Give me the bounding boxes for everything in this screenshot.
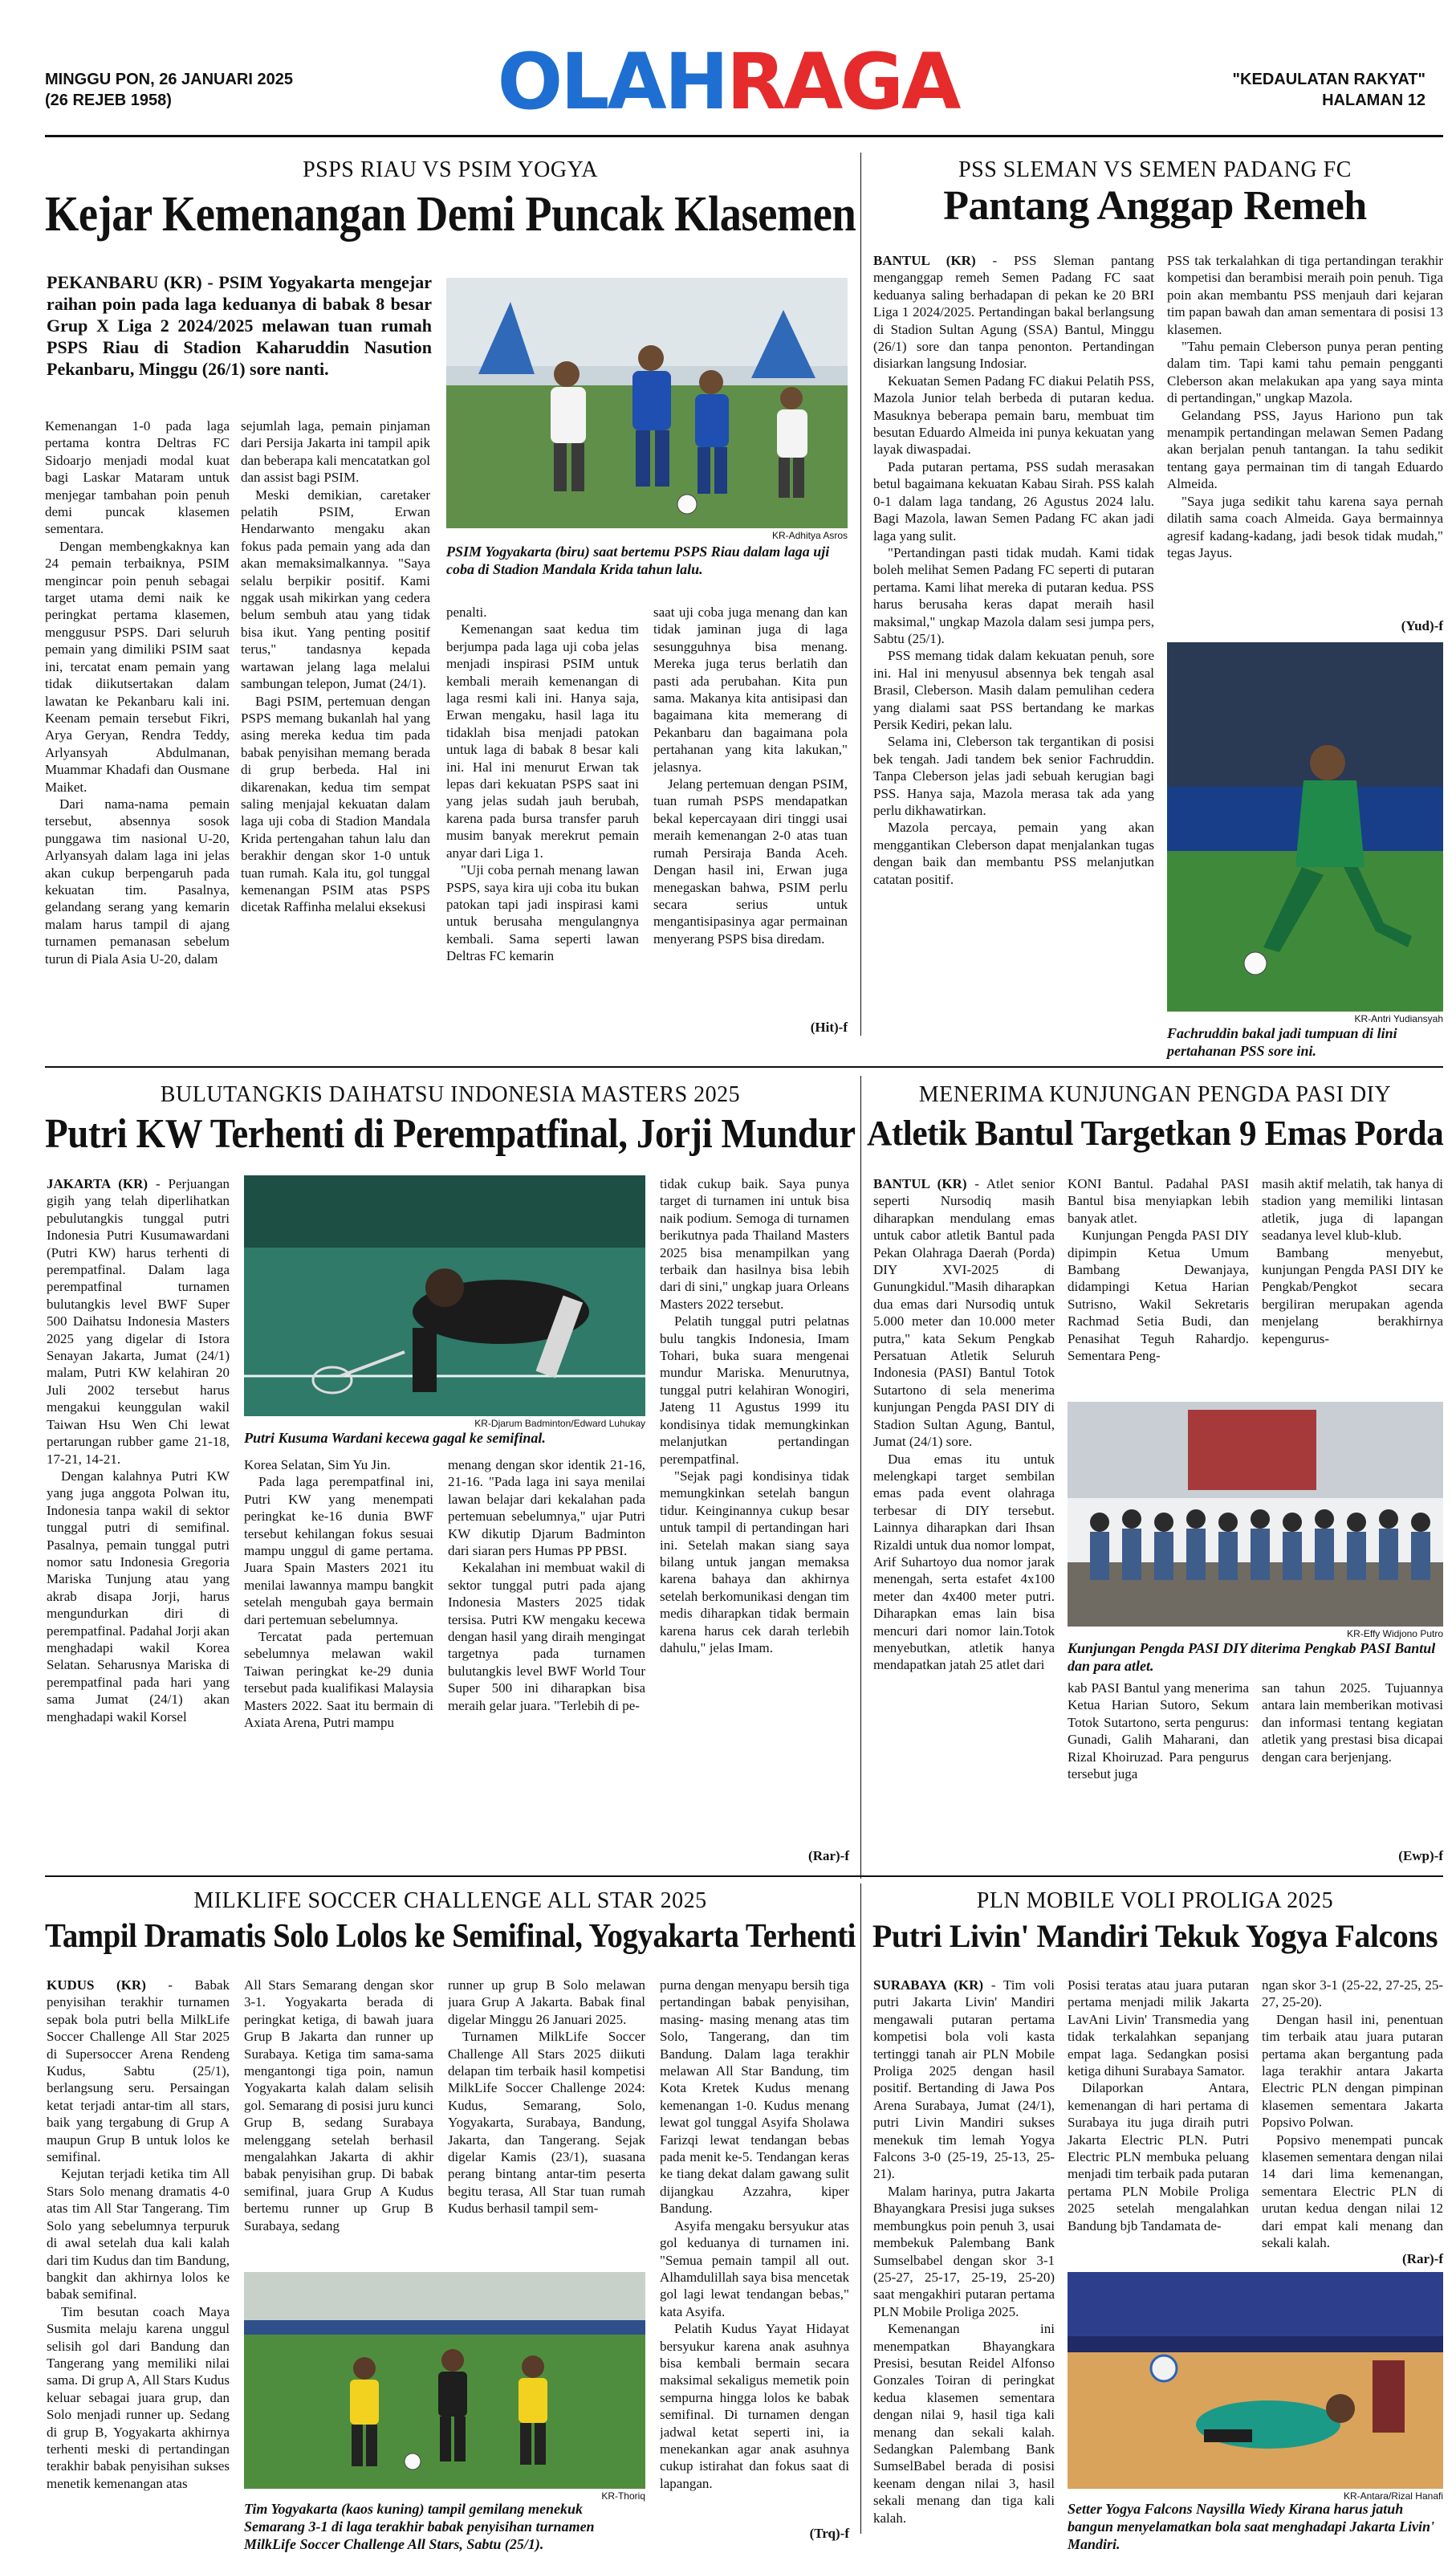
paragraph — [873, 1175, 1055, 1451]
article1-lead: PEKANBARU (KR) - PSIM Yogyakarta mengejar raihan poin pada laga keduanya di babak 8 besar Grup X Liga 2 2024/2025 melawan tuan rumah PSPS Riau di Stadion Kaharuddin Nasution Pekanbaru, Minggu (26/1) sore nanti. — [47, 272, 432, 379]
paragraph: menang dengan skor identik 21-16, 21-16. "Pada laga ini saya menilai lawan belajar dari kekalahan pada pertemuan sebelumnya," ujar Putri KW dikutip Djarum Badminton dari siaran pers Humas PP PBSI. — [448, 1457, 645, 1559]
article2-photo-credit: KR-Antri Yudiansyah — [1354, 1013, 1443, 1024]
paragraph: Pada laga perempatfinal ini, Putri KW yang menempati peringkat ke-16 dunia BWF tersebut kehilangan fokus sesuai mampu unggul di game pertama. Juara Spain Masters 2021 itu menilai lawannya mampu bangkit setelah mengubah gaya bermain dari pertemuan sebelumnya. — [244, 1474, 433, 1627]
article3-column-2 — [244, 1456, 433, 1866]
paragraph: runner up grup B Solo melawan juara Grup A Jakarta. Babak final digelar Minggu 26 Januari 2025. — [448, 1977, 645, 2027]
article5-signoff: (Trq)-f — [809, 2526, 849, 2541]
paragraph: KONI Bantul. Padahal PASI Bantul bisa menyiapkan lebih banyak atlet. — [1068, 1176, 1249, 1226]
article3-kicker: BULUTANGKIS DAIHATSU INDONESIA MASTERS 2025 — [160, 1082, 741, 1107]
article5-photo — [244, 2272, 645, 2489]
article6-signoff: (Rar)-f — [1402, 2251, 1443, 2266]
article5-photo-credit: KR-Thoriq — [601, 2490, 645, 2502]
article1-kicker: PSPS RIAU VS PSIM YOGYA — [303, 157, 598, 182]
paragraph: Korea Selatan, Sim Yu Jin. — [244, 1457, 391, 1472]
paragraph: Malam harinya, putra Jakarta Bhayangkara Presisi juga sukses membungkus poin penuh 3, usai membekuk Palembang Bank Sumselbabel dengan skor 3-1 (25-27, 25-17, 25-19, 25-20) saat mengakhiri putaran pertama PLN Mobile Proliga 2025. — [873, 2183, 1055, 2319]
section-logo — [449, 37, 1007, 127]
paragraph: Tercatat pada pertemuan sebelumnya melawan wakil Taiwan peringkat ke-29 dunia tersebut pada kualifikasi Malaysia Masters 2022. Saat itu bermain di Axiata Arena, Putri mampu — [244, 1629, 433, 1731]
article4-headline: Atletik Bantul Targetkan 9 Emas Porda — [867, 1114, 1444, 1153]
paragraph-text: - Tim voli putri Jakarta Livin' Mandiri mengawali putaran pertama kompetisi bola voli kasta tertinggi tanah air PLN Mobile Proliga 2025 dengan hasil positif. Bertanding di Jawa Pos Arena Surabaya, Jumat (24/1), putri Livin Mandiri sukses menekuk tim lemah Yogya Falcons 3-0 (25-19, 25-13, 25-21). — [873, 1977, 1055, 2182]
paragraph-text: - Atlet senior seperti Nursodiq masih diharapkan mendulang emas untuk cabor atletik Bantul pada Pekan Olahraga Daerah (Porda) DIY XVI-2025 di Gunungkidul."Masih diharapkan dua emas dari Nursodiq untuk 5.000 meter dan 10.000 meter putra," kata Sekum Pengkab Persatuan Atletik Seluruh Indonesia (PASI) Bantul Totok Sutartono di sela menerima kunjungan Pengda PASI DIY di Stadion Sultan Agung, Bantul, Jumat (24/1) sore. — [873, 1176, 1055, 1450]
paragraph: Kejutan terjadi ketika tim All Stars Solo menang dramatis 4-0 atas tim All Star Tangerang. Tim Solo yang sebelumnya terpuruk di awal setelah dua kali kalah dari tim Kudus dan tim Bandung, bangkit dan akhirnya lolos ke babak semifinal. — [47, 2166, 230, 2303]
paragraph: Kunjungan Pengda PASI DIY dipimpin Ketua Umum Bambang Dewanjaya, didampingi Ketua Harian Sutrisno, Wakil Sekretaris Rachmad Setia Budi, dan Penasihat Teguh Rahardjo. Sementara Peng- — [1068, 1228, 1249, 1364]
paragraph: PSS memang tidak dalam kekuatan penuh, sore ini. Hal ini menyusul absennya bek tengah asal Brasil, Cleberson. Masih dalam pemulihan cedera yang dialami saat PSS bertandang ke markas Persik Kediri, pekan lalu. — [873, 648, 1154, 732]
article4-column-4 — [1068, 1680, 1249, 1866]
article3-dateline: JAKARTA (KR) — [47, 1176, 148, 1191]
paragraph: Dengan kalahnya Putri KW yang juga anggota Polwan itu, Indonesia tanpa wakil di sektor tunggal putri di semifinal. Pasalnya, pemain tunggal putri nomor satu Indonesia Gregoria Mariska Tunjung atau yang akrab disapa Jorji, harus mengundurkan diri di perempatfinal. Padahal Jorji akan menghadapi wakil Korea Selatan. Seharusnya Mariska di perempatfinal pada hari yang sama Jumat (24/1) akan menghadapi wakil Korsel — [47, 1468, 230, 1724]
paragraph: "Pertandingan pasti tidak mudah. Kami tidak boleh melihat Semen Padang FC seperti di putaran pertama. Kami lihat mereka di putaran kedua. PSS harus berusaha keras dapat meraih hasil maksimal," ungkap Mazola dalam sesi jumpa pers, Sabtu (25/1). — [873, 544, 1154, 646]
paragraph: Turnamen MilkLife Soccer Challenge All Stars 2025 diikuti delapan tim terbaik hasil kompetisi MilkLife Soccer Challenge 2024: Kudus, Semarang, Solo, Yogyakarta, Surabaya, Bandung, Jakarta, dan Tangerang. Sejak digelar Kamis (23/1), suasana perang bintang antar-tim peserta begitu terasa, All Star tuan rumah Kudus berhasil tampil sem- — [448, 2029, 645, 2217]
article3-headline: Putri KW Terhenti di Perempatfinal, Jorji Mundur — [45, 1111, 856, 1157]
paragraph: Dilaporkan Antara, kemenangan di hari pertama di Surabaya itu juga diraih putri Jakarta Electric PLN. Putri Electric PLN membuka peluang menjadi tim terbaik pada putaran pertama PLN Mobile Proliga 2025 setelah mengalahkan Bandung bjb Tandamata de- — [1068, 2080, 1249, 2233]
paragraph: Kemenangan saat kedua tim berjumpa pada laga uji coba jelas menjadi inspirasi PSIM untuk kembali meraih kemenangan di laga resmi kali ini. Hanya saja, Erwan mengaku, hasil laga itu tidaklah bisa menjadi patokan untuk laga di babak 8 besar kali ini. Hal ini menurut Erwan tak lepas dari kekuatan PSPS saat ini yang jelas sudah jauh berubah, karena pada bursa transfer paruh musim banyak merekrut pemain anyar dari Liga 1. — [446, 621, 639, 861]
paragraph: Kekalahan ini membuat wakil di sektor tunggal putri pada ajang Indonesia Masters 2025 tidak tersisa. Putri KW mengaku kecewa dengan hasil yang diraih mengingat targetnya pada turnamen bulutangkis level BWF World Tour Super 500 ini diharapkan bisa meraih gelar juara. "Terlebih di pe- — [448, 1560, 645, 1713]
article1-column-3 — [446, 604, 639, 1037]
paragraph: purna dengan menyapu bersih tiga pertandingan babak penyisihan, masing- masing menang atas tim Solo, Tangerang, dan tim Bandung. Dalam laga terakhir melawan All Star Bandung, tim Kota Kretek Kudus menang kemenangan 1-0. Kudus menang lewat gol tunggal Asyifa Sholawa Farizqi lewat tendangan bebas pada menit ke-5. Tendangan keras ke tiang dekat dalam gawang sulit dijangkau Azzahra, kiper Bandung. — [660, 1977, 849, 2217]
article2-photo — [1167, 642, 1443, 1012]
paragraph: Dua emas itu untuk melengkapi target sembilan emas pada event olahraga terbesar di DIY tersebut. Lainnya diharapkan dari Ihsan Rizaldi untuk dua nomor lompat, Arif Suhartoyo dua nomor jarak menengah, serta estafet 4x100 meter dan 4x400 meter putri. Diharapkan emas lain bisa mencuri dari nomor lain.Totok menyebutkan, atletik hanya mendapatkan jatah 25 atlet dari — [873, 1451, 1055, 1673]
soccer-match-photo — [244, 2272, 645, 2489]
paragraph: masih aktif melatih, tak hanya di stadion yang memiliki lintasan atletik, juga di lapangan seadanya level klub-klub. — [1262, 1176, 1443, 1244]
paragraph-text: - Babak penyisihan terakhir turnamen sepak bola putri bella MilkLife Soccer Challenge All Star 2025 di Supersoccer Arena Rendeng Kudus, Sabtu (25/1), berlangsung seru. Persaingan ketat terjadi antar-tim all stars, baik yang tergabung di Grup A maupun Grup B untuk lolos ke semifinal. — [47, 1977, 230, 2165]
paragraph: Mazola percaya, pemain yang akan menggantikan Cleberson dapat menjalankan tugas dengan baik dan membantu PSS melanjutkan catatan positif. — [873, 820, 1154, 887]
article3-photo-credit: KR-Djarum Badminton/Edward Luhukay — [474, 1418, 645, 1429]
issue-date: MINGGU PON, 26 JANUARI 2025 — [45, 71, 293, 88]
masthead-right — [1233, 69, 1425, 111]
paragraph: Bagi PSIM, pertemuan dengan PSPS memang bukanlah hal yang asing mereka kedua tim pada babak penyisihan memang berada di grup berbeda. Hal ini dikarenakan, kedua tim sempat saling menjajal kekuatan dalam laga uji coba di Stadion Mandala Krida pertengahan tahun lalu dan berakhir dengan skor 1-0 untuk tuan rumah. Kala itu, gol tunggal kemenangan PSIM atas PSPS dicetak Raffinha melalui eksekusi — [241, 693, 430, 915]
article5-column-4 — [660, 1977, 849, 2527]
article5-headline: Tampil Dramatis Solo Lolos ke Semifinal, Yogyakarta Terhenti — [45, 1918, 856, 1955]
article6-headline: Putri Livin' Mandiri Tekuk Yogya Falcons — [872, 1918, 1438, 1954]
article5-column-1 — [47, 1977, 230, 2539]
article1-photo-credit: KR-Adhitya Asros — [771, 530, 848, 541]
paragraph: kab PASI Bantul yang menerima Ketua Harian Sutoro, Sekum Totok Sutartono, serta pengurus: Gunadi, Galih Maharani, dan Rizal Khoiruzad. Para pengurus tersebut juga — [1068, 1680, 1249, 1782]
paragraph: All Stars Semarang dengan skor 3-1. Yogyakarta berada di peringkat ketiga, di bawah juara Grup B Jakarta dan runner up Surabaya. Ketiga tim sama-sama mengantongi tiga poin, namun Yogyakarta kalah dalam selisih gol. Semarang di posisi juru kunci Grup B, sedang Surabaya melenggang setelah berhasil mengalahkan Jakarta di akhir babak penyisihan grup. Di babak semifinal, juara Grup A Kudus bertemu runner up Grup B Surabaya, sedang — [244, 1977, 433, 2233]
paragraph: "Sejak pagi kondisinya tidak memungkinkan setelah bangun tidur. Keinginannya cukup besar untuk tampil di pertandingan hari ini. Setelah makan siang saya bilang untuk jangan memaksa karena bahaya dan akhirnya setelah berkomunikasi dengan tim medis diharapkan tidak bermain karena harus cek darah terlebih dahulu," jelas Imam. — [660, 1468, 849, 1655]
article2-dateline: BANTUL (KR) — [873, 253, 976, 268]
group-photo — [1068, 1402, 1443, 1627]
paragraph — [47, 1175, 230, 1468]
article4-kicker: MENERIMA KUNJUNGAN PENGDA PASI DIY — [918, 1082, 1392, 1107]
paragraph: Meski demikian, caretaker pelatih PSIM, Erwan Hendarwanto mengaku akan fokus pada pemain yang ada dan akan memaksimalkannya. "Saya selalu berpikir positif. Kami nggak usah mikirkan yang cedera belum sembuh atau yang tidak bisa ikut. Yang penting positif terus," tandasnya kepada wartawan jelang laga melalui sambungan telepon, Jumat (24/1). — [241, 487, 430, 692]
article6-caption: Setter Yogya Falcons Naysilla Wiedy Kirana harus jatuh bangun menyelamatkan bola saat menghadapi Jakarta Livin' Mandiri. — [1068, 2501, 1435, 2552]
article3-photo — [244, 1175, 645, 1416]
article6-column-1 — [873, 1977, 1055, 2539]
article6-column-2 — [1068, 1977, 1249, 2266]
paragraph: Popsivo menempati puncak klasemen sementara dengan nilai 14 dari lima kemenangan, sementara Electric PLN di urutan kedua dengan nilai 12 dari empat kali menang dan sekali kalah. — [1262, 2132, 1443, 2251]
paragraph: Jelang pertemuan dengan PSIM, tuan rumah PSPS mendapatkan bekal kepercayaan diri tinggi usai meraih kemenangan 2-0 atas tuan rumah Persiraja Banda Aceh. Dengan hasil ini, Erwan juga menegaskan bahwa, PSIM perlu secara serius untuk mengantisipasinya agar permainan menyerang PSPS bisa diredam. — [653, 776, 848, 947]
article4-caption: Kunjungan Pengda PASI DIY diterima Pengkab PASI Bantul dan para atlet. — [1068, 1640, 1436, 1674]
article5-kicker: MILKLIFE SOCCER CHALLENGE ALL STAR 2025 — [193, 1888, 707, 1913]
article1-photo — [446, 278, 848, 528]
paragraph: Pelatih Kudus Yayat Hidayat bersyukur karena anak asuhnya bisa kembali bermain secara maksimal sekaligus memetik poin sempurna hingga lolos ke babak semifinal. Di turnamen dengan jadwal ketat seperti ini, ia menekankan agar anak asuhnya cukup istirahat dan fokus saat di lapangan. — [660, 2321, 849, 2491]
article6-dateline: SURABAYA (KR) — [873, 1977, 984, 1993]
paragraph: Pada putaran pertama, PSS sudah merasakan betul bagaimana kekuatan Kabau Sirah. PSS kalah 0-1 dalam laga tandang, 26 Agustus 2024 lalu. Bagi Mazola, lawan Semen Padang FC akan jadi laga yang sulit. — [873, 458, 1154, 544]
header-rule — [45, 135, 1443, 137]
article2-kicker: PSS SLEMAN VS SEMEN PADANG FC — [958, 157, 1352, 182]
article5-column-2 — [244, 1977, 433, 2266]
paragraph: PSS tak terkalahkan di tiga pertandingan terakhir kompetisi dan berambisi meraih poin penuh. Tiga poin akan membantu PSS menjauh dari kejaran tim papan bawah dan aman sementara di posisi 13 klasemen. — [1167, 253, 1443, 337]
paragraph-text: - PSS Sleman pantang menganggap remeh Semen Padang FC saat keduanya saling berhadapan di pekan ke 20 BRI Liga 1 2024/2025. Pertandingan bakal berlangsung di Stadion Sultan Agung (SSA) Bantul, Minggu (26/1) sore dan tanpa penonton. Pertandingan disiarkan langsung Indosiar. — [873, 253, 1154, 372]
section-divider — [45, 1066, 1443, 1068]
football-player-photo — [1167, 642, 1443, 1012]
paragraph: ngan skor 3-1 (25-22, 27-25, 25-27, 25-20). — [1262, 1977, 1443, 2010]
article3-column-4 — [660, 1175, 849, 1850]
paragraph: Dengan hasil ini, penentuan tim terbaik atau juara putaran pertama akan bergantung pada laga terakhir antara Jakarta Electric PLN dengan pimpinan klasemen sementara Jakarta Popsivo Polwan. — [1262, 2011, 1443, 2131]
paragraph: Selama ini, Cleberson tak tergantikan di posisi bek tengah. Jadi tandem bek senior Fachruddin. Tanpa Cleberson jelas jadi sebuah kerugian bagi PSS. Hanya saja, Mazola merasa tak ada yang perlu dikhawatirkan. — [873, 734, 1154, 818]
article4-column-3 — [1262, 1175, 1443, 1397]
section-divider — [45, 1875, 1443, 1877]
article6-photo — [1068, 2272, 1443, 2489]
logo-part-raga: RAGA — [726, 37, 959, 127]
article1-signoff: (Hit)-f — [810, 1020, 848, 1035]
article2-column-1 — [873, 252, 1154, 1036]
article1-caption: PSIM Yogyakarta (biru) saat bertemu PSPS Riau dalam laga uji coba di Stadion Mandala Krida tahun lalu. — [446, 544, 830, 577]
article3-signoff: (Rar)-f — [808, 1848, 849, 1863]
column-divider — [860, 153, 861, 1036]
issue-date-javanese: (26 REJEB 1958) — [45, 92, 172, 109]
article4-column-2 — [1068, 1175, 1249, 1397]
article2-headline: Pantang Anggap Remeh — [943, 183, 1367, 229]
page-number: HALAMAN 12 — [1322, 92, 1425, 109]
paragraph: Kemenangan 1-0 pada laga pertama kontra Deltras FC Sidoarjo menjadi modal kuat bagi Laskar Mataram untuk menjegar tambahan poin penuh demi puncak klasemen sementara. — [45, 418, 230, 537]
paragraph: Dengan membengkaknya kan 24 pemain terbaiknya, PSIM mengincar poin penuh sebagai target utama demi naik ke peringkat pertama klasemen, menggusur PSPS. Dari seluruh pemain yang dimiliki PSIM saat ini, tercatat enam pemain yang tidak diikutsertakan dalam lawatan ke Pekanbaru kali ini. Keenam pemain tersebut Fikri, Arya Geryan, Rendra Teddy, Arlyansyah Abdulmanan, Muammar Khadafi dan Ousmane Maiket. — [45, 538, 230, 795]
paragraph: tidak cukup baik. Saya punya target di turnamen ini untuk bisa naik podium. Semoga di turnamen berikutnya pada Thailand Masters 2025 bisa menampilkan yang terbaik dan hasilnya bisa lebih dari di sini," ungkap juara Orleans Masters 2022 tersebut. — [660, 1176, 849, 1312]
newspaper-name: "KEDAULATAN RAKYAT" — [1232, 71, 1425, 88]
paragraph: "Uji coba pernah menang lawan PSPS, saya kira uji coba itu bukan patokan tapi jadi inspirasi kami untuk berusaha mengulangnya kembali. Sama seperti lawan Deltras FC kemarin — [446, 862, 639, 964]
paragraph: Kekuatan Semen Padang FC diakui Pelatih PSS, Mazola Junior telah berbeda di putaran kedua. Masuknya beberapa pemain baru, membuat tim besutan Eduardo Almeida ini punya kekuatan yang layak diwaspadai. — [873, 373, 1154, 458]
article3-column-3 — [448, 1456, 645, 1866]
article2-signoff: (Yud)-f — [1401, 618, 1443, 633]
paragraph: Asyifa mengaku bersyukur atas gol keduanya di turnamen ini. "Semua pemain tampil all out. Alhamdulillah saya bisa mencetak gol lagi lewat tendangan bebas," kata Asyifa. — [660, 2217, 849, 2319]
article1-column-2 — [241, 417, 430, 1036]
article4-dateline: BANTUL (KR) — [873, 1176, 967, 1191]
article4-column-5 — [1262, 1680, 1443, 1840]
paragraph: Dari nama-nama pemain tersebut, absennya sosok punggawa tim nasional U-20, Arlyansyah dalam laga ini jelas akan cukup berpengaruh pada kekuatan tim. Pasalnya, gelandang serang yang kemarin malam harus tampil di ajang turnamen pemanasan sebelum turun di Piala Asia U-20, dalam — [45, 796, 230, 967]
article5-caption: Tim Yogyakarta (kaos kuning) tampil gemilang menekuk Semarang 3-1 di laga terakhir babak penyisihan turnamen MilkLife Soccer Challenge All Stars, Sabtu (25/1). — [244, 2501, 595, 2552]
article4-signoff: (Ewp)-f — [1398, 1848, 1443, 1863]
article6-photo-credit: KR-Antara/Rizal Hanafi — [1343, 2490, 1443, 2502]
article5-dateline: KUDUS (KR) — [47, 1977, 146, 1993]
paragraph — [873, 1977, 1055, 2183]
paragraph: Tim besutan coach Maya Susmita melaju karena unggul selisih gol dari Bandung dan Tangerang yang memiliki nilai sama. Di grup A, All Stars Kudus keluar sebagai juara grup, dan Solo menjadi runner up. Sedang di grup B, Yogyakarta akhirnya terhenti meski di pertandingan terakhir babak penyisihan sukses menetik kemenangan atas — [47, 2303, 230, 2491]
paragraph — [47, 1977, 230, 2165]
volleyball-player-photo — [1068, 2272, 1443, 2489]
logo-part-olah: OLAH — [497, 37, 727, 127]
paragraph — [873, 252, 1154, 373]
column-divider — [860, 1076, 861, 1879]
football-match-photo — [446, 278, 848, 528]
article1-column-1 — [45, 417, 230, 1036]
paragraph: Pelatih tunggal putri pelatnas bulu tangkis Indonesia, Imam Tohari, buka suara mengenai mundur Mariska. Menurutnya, tunggal putri kelahiran Wonogiri, Jateng 11 Agustus 1999 itu kondisinya tidak memungkinkan melanjutkan pertandingan perempatfinal. — [660, 1313, 849, 1467]
article1-headline: Kejar Kemenangan Demi Puncak Klasemen — [45, 187, 856, 242]
article2-caption: Fachruddin bakal jadi tumpuan di lini pertahanan PSS sore ini. — [1167, 1025, 1397, 1059]
article3-column-1 — [47, 1175, 230, 1866]
masthead-date — [45, 69, 293, 111]
article5-column-3 — [448, 1977, 645, 2266]
column-divider — [860, 1883, 861, 2534]
article1-column-4 — [653, 604, 848, 1021]
article4-photo-credit: KR-Effy Widjono Putro — [1347, 1628, 1443, 1639]
paragraph: Kemenangan ini menempatkan Bhayangkara Presisi, besutan Reidel Alfonso Gonzales Toiran di peringkat kedua klasemen sementara dengan nilai 9, hasil tiga kali menang dan sekali kalah. Sedangkan Palembang Bank SumselBabel berada di posisi keenam dengan nilai 3, hasil sekali menang dan tiga kali kalah. — [873, 2321, 1055, 2526]
paragraph: sejumlah laga, pemain pinjaman dari Persija Jakarta ini tampil apik dan beberapa kali mencatatkan gol dan assist bagi PSIM. — [241, 418, 430, 486]
article6-kicker: PLN MOBILE VOLI PROLIGA 2025 — [976, 1888, 1334, 1913]
badminton-player-photo — [244, 1175, 645, 1416]
paragraph: penalti. — [446, 605, 487, 620]
paragraph: "Tahu pemain Cleberson punya peran penting dalam tim. Tapi kami tahu pemain pengganti Cleberson akan melakukan apa yang saya minta di pertandingan," ungkap Mazola. — [1167, 339, 1443, 406]
article4-photo — [1068, 1402, 1443, 1627]
article6-column-3 — [1262, 1977, 1443, 2266]
paragraph-text: - Perjuangan gigih yang telah diperlihatkan pebulutangkis tunggal putri Indonesia Putri Kusumawardani (Putri KW) harus terhenti di perempatfinal. Dalam laga perempatfinal turnamen bulutangkis level BWF Super 500 Daihatsu Indonesia Masters 2025 yang digelar di Istora Senayan Jakarta, Jumat (24/1) malam, Putri KW kelahiran 20 Juli 2002 tersebut harus mengakui keunggulan wakil Taiwan Hsu Wen Chi lewat pertarungan rubber game 21-18, 17-21, 14-21. — [47, 1176, 230, 1467]
paragraph: Posisi teratas atau juara putaran pertama menjadi milik Jakarta LavAni Livin' Transmedia yang tidak terkalahkan sepanjang empat laga. Sedangkan posisi ketiga dihuni Surabaya Samator. — [1068, 1977, 1249, 2079]
paragraph: saat uji coba juga menang dan kan tidak jaminan juga di laga sesungguhnya bisa menang. Mereka juga terus berlatih dan pasti ada perubahan. Kita pun sama. Makanya kita antisipasi dan bagaimana kita memerang di Pekanbaru dan bagaimana pola pertahanan yang kita lakukan," jelasnya. — [653, 605, 848, 775]
article3-caption: Putri Kusuma Wardani kecewa gagal ke semifinal. — [244, 1430, 546, 1446]
paragraph: "Saya juga sedikit tahu karena saya pernah dilatih sama coach Almeida. Gaya bermainnya agresif kadang-kadang, jadi besok tidak mudah," tegas Jayus. — [1167, 493, 1443, 560]
paragraph: san tahun 2025. Tujuannya antara lain memberikan motivasi dan informasi tentang kegiatan atletik yang prestasi bisa dicapai dengan cara berjenjang. — [1262, 1680, 1443, 1765]
paragraph: Bambang menyebut, kunjungan Pengda PASI DIY ke Pengkab/Pengkot secara bergiliran merupakan agenda menjelang berakhirnya kepengurus- — [1262, 1244, 1443, 1346]
paragraph: Gelandang PSS, Jayus Hariono pun tak menampik pertandingan melawan Semen Padang akan berjalan penuh tantangan. Ia tahu sedikit tentang gaya permainan tim di tangah Eduardo Almeida. — [1167, 407, 1443, 492]
article2-column-2 — [1167, 252, 1443, 637]
article4-column-1 — [873, 1175, 1055, 1866]
